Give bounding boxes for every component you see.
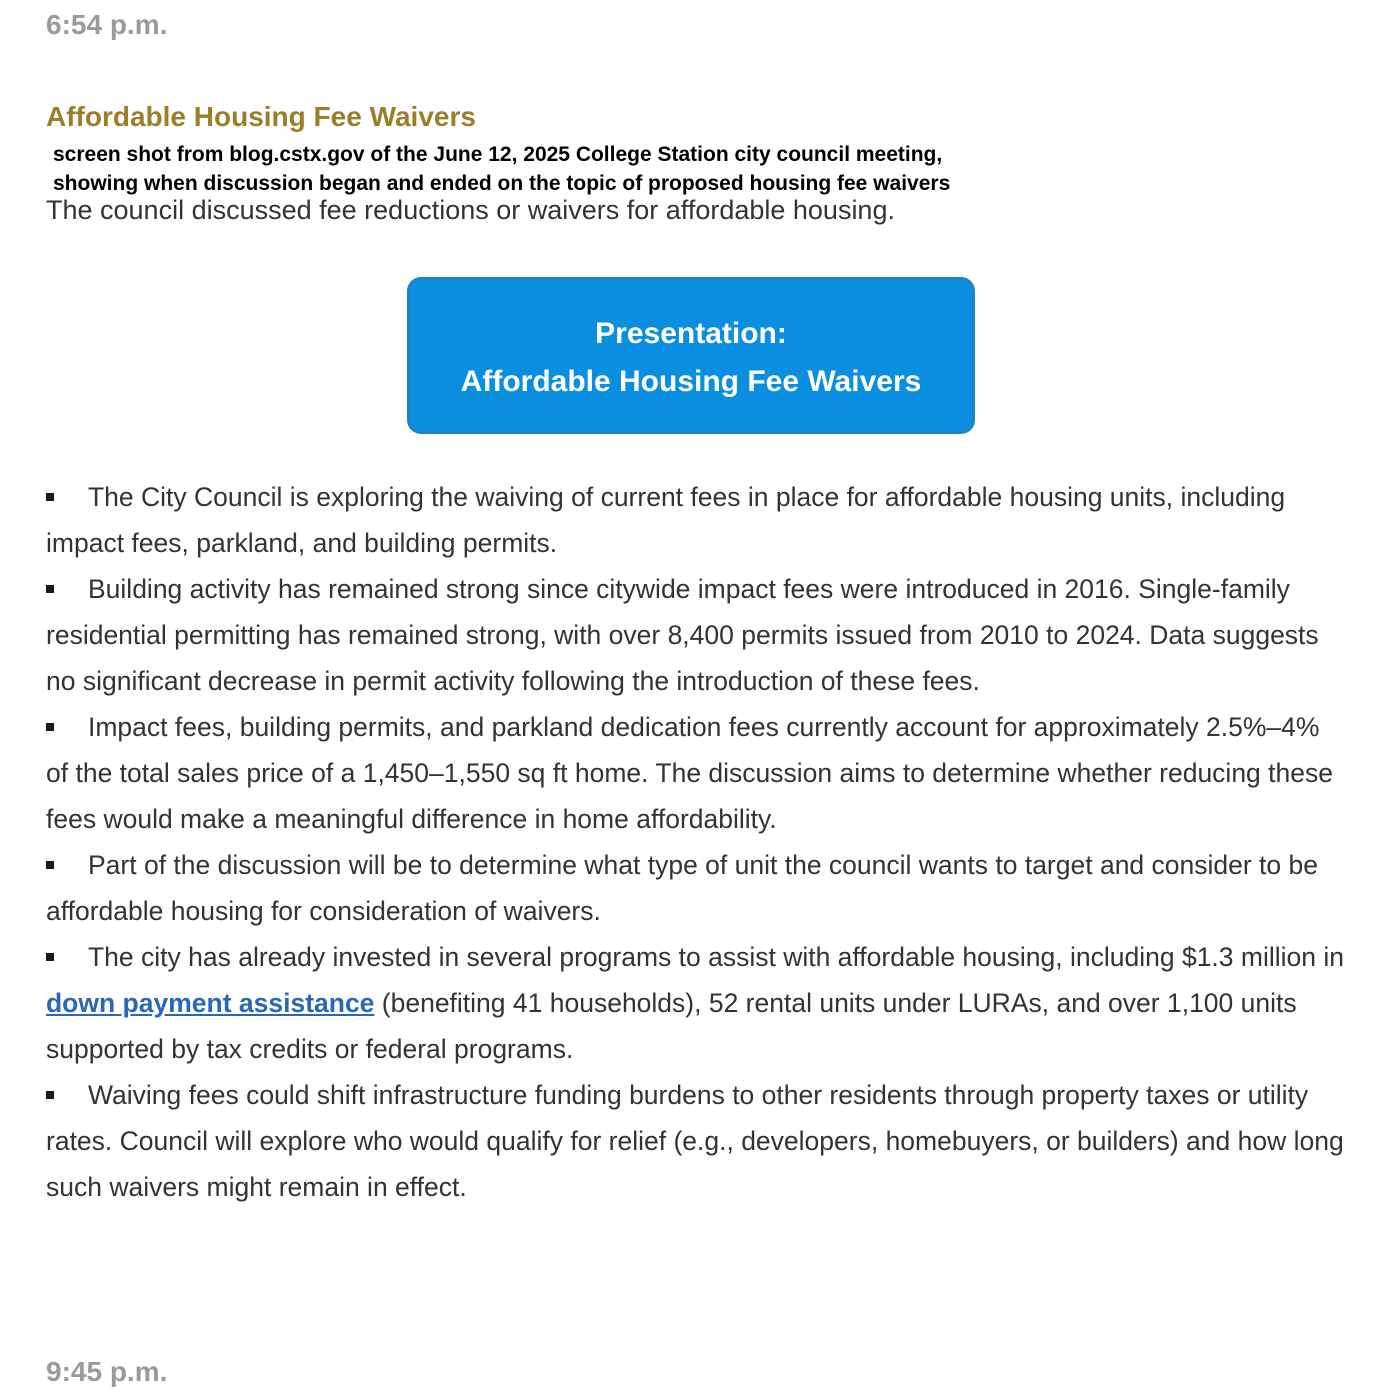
caption-line-2: showing when discussion began and ended on the topic of proposed housing fee waivers xyxy=(53,172,951,195)
list-item xyxy=(46,704,1346,842)
bullet-square-icon xyxy=(46,1091,54,1099)
bullet-square-icon xyxy=(46,493,54,501)
bullet-text: Part of the discussion will be to determine what type of unit the council wants to target and consider to be affordable housing for consideration of waivers. xyxy=(46,850,1318,926)
list-item xyxy=(46,842,1346,934)
bullet-square-icon xyxy=(46,585,54,593)
timestamp-start: 6:54 p.m. xyxy=(46,9,168,40)
timestamp-end: 9:45 p.m. xyxy=(46,1356,168,1387)
screenshot-caption xyxy=(53,140,950,198)
list-item xyxy=(46,1072,1346,1210)
bullet-square-icon xyxy=(46,861,54,869)
bullet-text: The City Council is exploring the waiving of current fees in place for affordable housing units, including impact fees, parkland, and building permits. xyxy=(46,482,1286,558)
bullet-list xyxy=(46,474,1346,1210)
bullet-text-before-link: The city has already invested in several programs to assist with affordable housing, including $1.3 million in xyxy=(88,942,1344,972)
list-item xyxy=(46,474,1346,566)
down-payment-assistance-link[interactable]: down payment assistance xyxy=(46,988,375,1018)
presentation-button-line-1: Presentation: xyxy=(595,317,787,350)
presentation-button-line-2: Affordable Housing Fee Waivers xyxy=(460,365,922,398)
bullet-square-icon xyxy=(46,953,54,961)
bullet-square-icon xyxy=(46,723,54,731)
section-heading: Affordable Housing Fee Waivers xyxy=(46,101,476,132)
caption-line-1: screen shot from blog.cstx.gov of the June 12, 2025 College Station city council meeting, xyxy=(53,143,943,166)
bullet-text: Impact fees, building permits, and parkland dedication fees currently account for approximately 2.5%–4% of the total sales price of a 1,450–1,550 sq ft home. The discussion aims to determine whether reducing these fees would make a meaningful difference in home affordability. xyxy=(46,712,1333,834)
list-item xyxy=(46,566,1346,704)
bullet-text: Waiving fees could shift infrastructure funding burdens to other residents through property taxes or utility rates. Council will explore who would qualify for relief (e.g., developers, homebuyers, or builders) and how long such waivers might remain in effect. xyxy=(46,1080,1344,1202)
intro-text: The council discussed fee reductions or waivers for affordable housing. xyxy=(46,195,895,225)
presentation-button[interactable] xyxy=(407,277,975,434)
list-item xyxy=(46,934,1346,1072)
bullet-text-after-link: (benefiting 41 households), 52 rental units under LURAs, and over 1,100 units supported by tax credits or federal programs. xyxy=(46,988,1297,1064)
bullet-text: Building activity has remained strong since citywide impact fees were introduced in 2016. Single-family residential permitting has remained strong, with over 8,400 permits issued from 2010 to 2024. Data suggests no significant decrease in permit activity following the introduction of these fees. xyxy=(46,574,1319,696)
